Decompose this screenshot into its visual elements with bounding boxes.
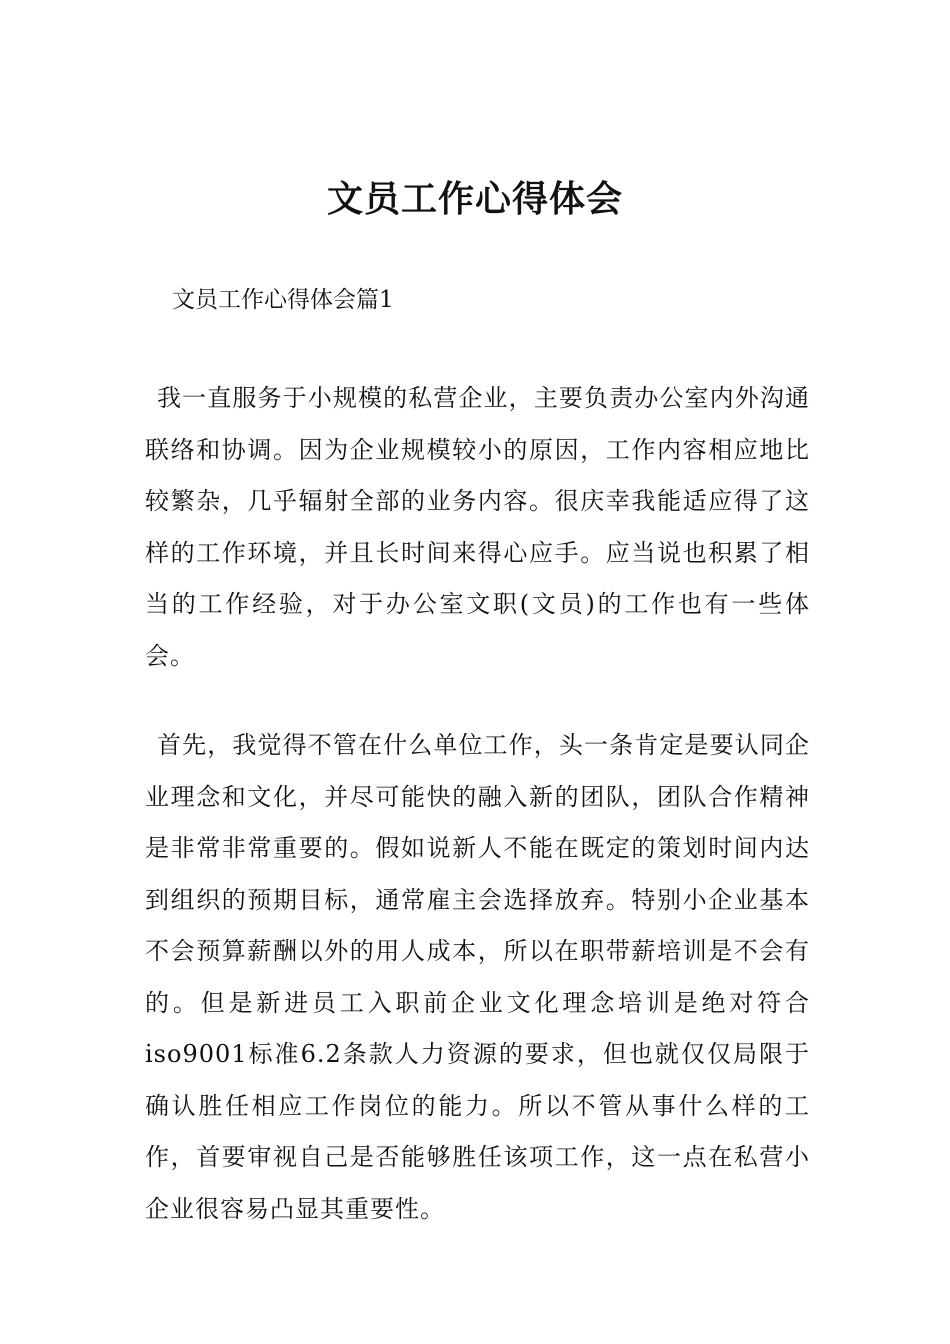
document-title: 文员工作心得体会	[326, 179, 623, 220]
paragraph-1: 我一直服务于小规模的私营企业，主要负责办公室内外沟通联络和协调。因为企业规模较小的原因，工作内容相应地比较繁杂，几乎辐射全部的业务内容。很庆幸我能适应得了这样的工作环境，并且长时间来得心应手。应当说也积累了相当的工作经验，对于办公室文职(文员)的工作也有一些体会。	[145, 384, 810, 670]
paragraph-2: 首先，我觉得不管在什么单位工作，头一条肯定是要认同企业理念和文化，并尽可能快的融入新的团队，团队合作精神是非常非常重要的。假如说新人不能在既定的策划时间内达到组织的预期目标，通常雇主会选择放弃。特别小企业基本不会预算薪酬以外的用人成本，所以在职带薪培训是不会有的。但是新进员工入职前企业文化理念培训是绝对符合iso9001标准6.2条款人力资源的要求，但也就仅仅局限于确认胜任相应工作岗位的能力。所以不管从事什么样的工作，首要审视自己是否能够胜任该项工作，这一点在私营小企业很容易凸显其重要性。	[145, 731, 810, 1223]
section-heading: 文员工作心得体会篇1	[172, 287, 394, 313]
